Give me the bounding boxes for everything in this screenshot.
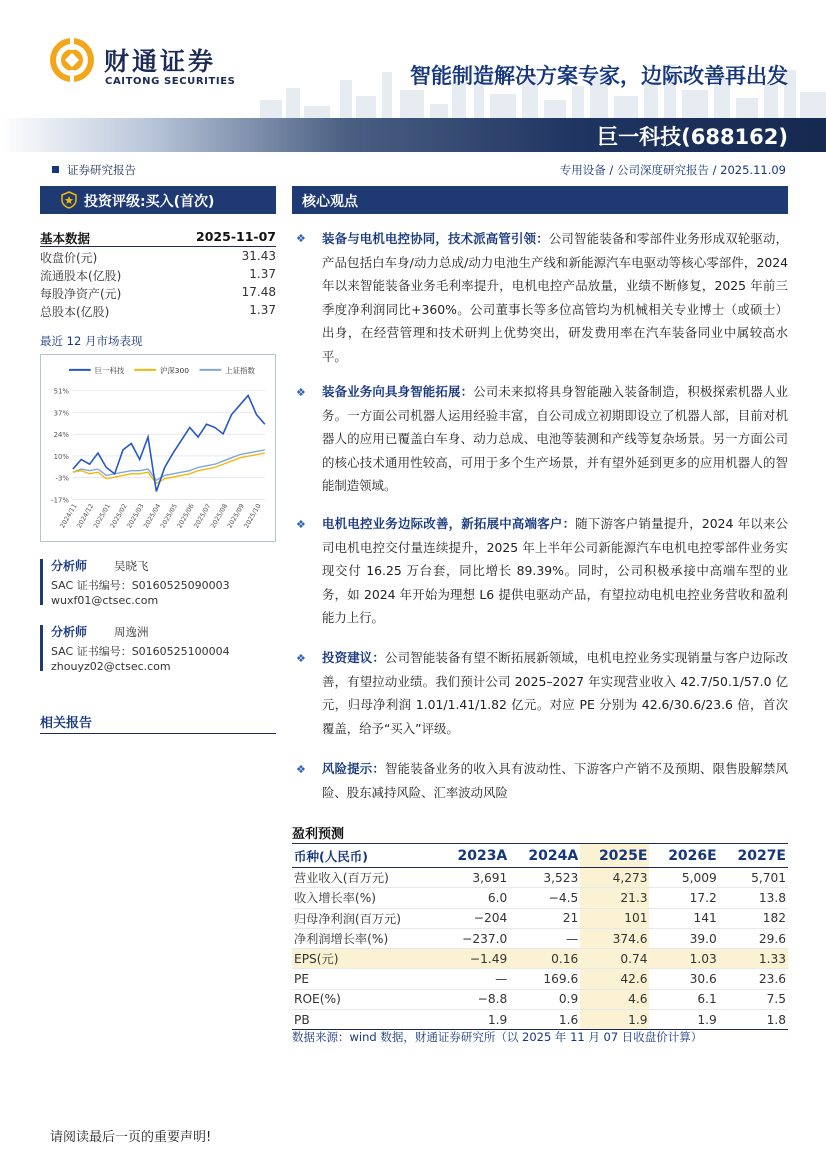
table-cell: 374.6 [580,928,649,948]
diamond-bullet-icon: ❖ [296,232,306,245]
series-line-1 [73,395,265,491]
table-cell: 21.3 [580,888,649,908]
analyst-accent-bar [40,559,43,605]
paragraph-heading: 装备业务向具身智能拓展： [322,384,474,399]
market-performance-chart [40,354,276,542]
core-views-heading [292,186,788,214]
table-cell: 1.33 [719,949,788,969]
table-cell: 141 [649,908,718,928]
report-header [0,0,826,150]
table-cell: 7.5 [719,989,788,1009]
x-tick-label: 2025/04 [141,502,163,530]
core-paragraph [322,380,788,498]
x-tick-label: 2024/11 [58,502,79,530]
paragraph-body: 公司智能装备和零部件业务形成双轮驱动，产品包括白车身/动力总成/动力电池生产线和新能源汽车电驱动等核心零部件，2024 年以来智能装备业务毛利率提升，电机电控产品放量，业绩不断修复，2025 年前三季度净利润同比+360%。公司董事长等多位高管均为机械相关专业博士（或硕士）出身，在经营管理和技术研判上优势突出，研发费用率在汽车装备同业中属较高水平。 [322,231,789,364]
row-label: ROE(%) [292,989,438,1009]
basic-data-date: 2025-11-07 [196,229,276,244]
table-cell: 5,009 [649,868,718,888]
table-cell: 169.6 [509,969,580,989]
column-header: 2023A [438,844,509,868]
table-cell: 30.6 [649,969,718,989]
paragraph-heading: 投资建议： [322,650,386,665]
logo-english-name: CAITONG SECURITIES [105,76,236,87]
x-tick-label: 2025/09 [225,502,246,530]
table-cell: — [509,928,580,948]
analyst-sac: SAC 证书编号：S0160525090003 [51,579,230,592]
table-cell: — [438,969,509,989]
x-tick-label: 2025/03 [125,502,146,530]
core-paragraph [322,757,788,804]
table-cell: −204 [438,908,509,928]
paragraph-heading: 电机电控业务边际改善，新拓展中高端客户： [322,516,576,531]
basic-data-header [40,229,276,247]
table-cell: 6.1 [649,989,718,1009]
y-tick-label: 51% [53,387,69,396]
x-tick-label: 2024/12 [75,502,96,530]
table-cell: 1.8 [719,1010,788,1030]
disclaimer-footer: 请阅读最后一页的重要声明! [50,1130,212,1145]
table-cell: 0.16 [509,949,580,969]
table-header-row [292,844,788,868]
x-tick-label: 2025/10 [242,502,263,530]
table-row [292,928,788,948]
column-header: 2025E [580,844,649,868]
x-tick-label: 2025/08 [208,502,230,530]
basic-data-row [40,265,276,283]
x-tick-label: 2025/01 [91,502,113,530]
table-cell: 101 [580,908,649,928]
x-tick-label: 2025/02 [108,502,129,530]
report-type: 证券研究报告 [52,162,136,178]
row-label: 收入增长率(%) [292,888,438,908]
table-cell: 1.9 [649,1010,718,1030]
diamond-bullet-icon: ❖ [296,518,306,531]
forecast-title: 盈利预测 [292,827,345,842]
row-value: 1.37 [249,303,276,317]
legend-label: 沪深300 [159,365,189,375]
core-paragraph [322,646,788,740]
analyst-email[interactable]: zhouyz02@ctsec.com [51,660,171,673]
investment-rating [40,186,276,214]
column-header: 2024A [509,844,580,868]
y-tick-label: -17% [51,496,69,505]
core-paragraph [322,227,788,368]
basic-data-table [40,229,276,319]
table-cell: 29.6 [719,928,788,948]
table-cell: 39.0 [649,928,718,948]
report-category: 专用设备 / 公司深度研究报告 / 2025.11.09 [559,163,786,177]
basic-data-row [40,301,276,319]
diamond-bullet-icon: ❖ [296,386,306,399]
row-value: 1.37 [249,267,276,281]
diamond-bullet-icon: ❖ [296,763,306,776]
row-label: 净利润增长率(%) [292,928,438,948]
row-label: PE [292,969,438,989]
rating-label: 投资评级:买入(首次) [84,194,215,210]
table-cell: 17.2 [649,888,718,908]
basic-data-title: 基本数据 [40,231,91,246]
table-row [292,989,788,1009]
basic-data-row [40,283,276,301]
analyst-name: 吴晓飞 [114,559,149,573]
column-header: 2026E [649,844,718,868]
row-label: 归母净利润(百万元) [292,908,438,928]
table-row [292,868,788,888]
table-cell: −4.5 [509,888,580,908]
logo-chinese-name: 财通证券 [104,47,217,76]
company-ticker: 巨一科技(688162) [597,125,788,149]
column-header: 2027E [719,844,788,868]
row-key: 收盘价(元) [40,251,98,265]
y-tick-label: 37% [53,409,69,418]
analyst-accent-bar [40,625,43,671]
paragraph-body: 智能装备业务的收入具有波动性、下游客户产销不及预期、限售股解禁风险、股东减持风险、汇率波动风险 [322,761,789,800]
table-row [292,908,788,928]
x-tick-label: 2025/05 [158,502,179,530]
table-cell: 1.9 [580,1010,649,1030]
paragraph-body: 公司智能装备有望不断拓展新领域，电机电控业务实现销量与客户边际改善，有望拉动业绩。我们预计公司 2025–2027 年实现营业收入 42.7/50.1/57.0 亿元，归母净利润 1.01/1.41/1.82 亿元。对应 PE 分别为 42.6/30.6/23.6 倍，首次覆盖，给予“买入”评级。 [322,650,789,736]
core-paragraph [322,512,788,630]
table-cell: 182 [719,908,788,928]
y-tick-label: -3% [55,474,69,483]
table-cell: 3,523 [509,868,580,888]
paragraph-body: 随下游客户销量提升，2024 年以来公司电机电控交付量连续提升，2025 年上半年公司新能源汽车电机电控零部件业务实现交付 16.25 万台套，同比增长 89.39%。同时，公司积极承接中高端车型的业务，如 2024 年开始为理想 L6 提供电驱动产品，有望拉动电机电控业务营收和盈利能力上行。 [322,516,788,625]
legend-label: 上证指数 [225,365,255,375]
row-value: 31.43 [241,249,276,263]
row-label: 营业收入(百万元) [292,868,438,888]
data-source-note: 数据来源：wind 数据，财通证券研究所（以 2025 年 11 月 07 日收盘价计算） [292,1030,703,1044]
paragraph-heading: 风险提示： [322,761,386,776]
table-row [292,1010,788,1030]
table-cell: 21 [509,908,580,928]
table-cell: 1.6 [509,1010,580,1030]
table-cell: −1.49 [438,949,509,969]
table-cell: 42.6 [580,969,649,989]
y-tick-label: 24% [53,431,69,440]
paragraph-heading: 装备与电机电控协同，技术派高管引领： [322,231,549,246]
diamond-bullet-icon: ❖ [296,652,306,665]
analyst-role: 分析师 [51,625,88,639]
table-cell: 0.9 [509,989,580,1009]
table-row [292,949,788,969]
table-cell: 5,701 [719,868,788,888]
analyst-role: 分析师 [51,559,88,573]
caitong-logo [48,36,248,92]
y-tick-label: 10% [53,452,69,461]
row-value: 17.48 [241,285,276,299]
shield-star-icon [60,191,78,209]
table-cell: 1.9 [438,1010,509,1030]
analyst-name: 周逸洲 [114,625,149,639]
related-reports-heading: 相关报告 [40,712,276,734]
column-header: 币种(人民币) [292,844,438,868]
table-row [292,888,788,908]
series-line-2 [73,453,265,483]
table-cell: 6.0 [438,888,509,908]
legend-label: 巨一科技 [94,365,125,375]
row-key: 流通股本(亿股) [40,269,122,283]
earnings-forecast-table [292,843,788,1030]
report-title: 智能制造解决方案专家，边际改善再出发 [410,64,788,88]
x-tick-label: 2025/07 [192,502,213,530]
caitong-logo-icon [48,36,96,84]
analyst-sac: SAC 证书编号：S0160525100004 [51,645,230,658]
table-cell: 0.74 [580,949,649,969]
paragraph-body: 公司未来拟将具身智能融入装备制造，积极探索机器人业务。一方面公司机器人运用经验丰富，自公司成立初期即设立了机器人部，目前对机器人的应用已覆盖白车身、动力总成、电池等装测和产线等复杂场景。另一方面公司的核心技术通用性较高，可用于多个生产场景，并有望外延到更多的应用机器人的智能制造领域。 [322,384,788,493]
row-label: PB [292,1010,438,1030]
row-key: 每股净资产(元) [40,287,122,301]
row-key: 总股本(亿股) [40,305,110,319]
core-views-title: 核心观点 [302,194,358,210]
table-cell: −237.0 [438,928,509,948]
table-cell: 23.6 [719,969,788,989]
table-cell: 3,691 [438,868,509,888]
table-cell: 4,273 [580,868,649,888]
table-cell: −8.8 [438,989,509,1009]
x-tick-label: 2025/06 [175,502,196,530]
table-row [292,969,788,989]
analyst-email[interactable]: wuxf01@ctsec.com [51,594,159,607]
row-label: EPS(元) [292,949,438,969]
market-performance-label: 最近 12 月市场表现 [40,334,143,348]
basic-data-row [40,247,276,265]
table-cell: 1.03 [649,949,718,969]
table-cell: 4.6 [580,989,649,1009]
table-cell: 13.8 [719,888,788,908]
